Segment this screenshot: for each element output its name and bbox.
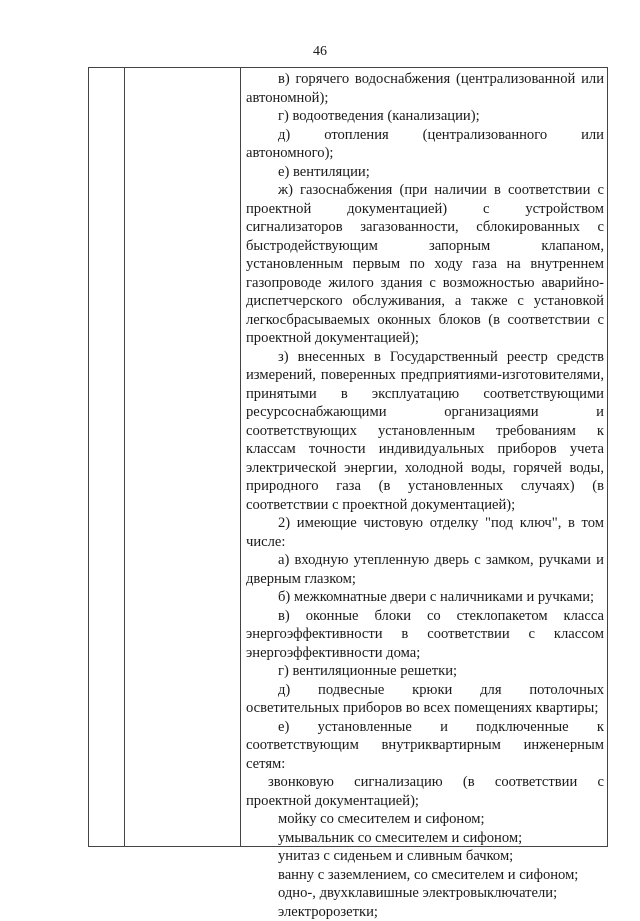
table-column-divider-2	[240, 68, 241, 846]
paragraph: звонковую сигнализацию (в соответствии с проектной документацией);	[246, 773, 604, 810]
paragraph: е) установленные и подключенные к соответствующим внутриквартирным инженерным сетям:	[246, 718, 604, 774]
paragraph: ж) газоснабжения (при наличии в соответствии с проектной документацией) с устройством сигнализаторов загазованности, сблокированных с быстродействующим запорным клапаном, установленным первым по ходу газа на внутреннем газопроводе жилого здания с возможностью аварийно-диспетчерского обслуживания, а также с установкой легкосбрасываемых оконных блоков (в соответствии с проектной документацией);	[246, 181, 604, 348]
paragraph: б) межкомнатные двери с наличниками и ручками;	[246, 588, 604, 607]
paragraph: электророзетки;	[246, 903, 604, 921]
paragraph: з) внесенных в Государственный реестр средств измерений, поверенных предприятиями-изготовителями, принятыми в эксплуатацию соответствующими ресурсоснабжающими организациями и соответствующих установленным требованиям к классам точности индивидуальных приборов учета электрической энергии, холодной воды, горячей воды, природного газа (в установленных случаях) (в соответствии с проектной документацией);	[246, 348, 604, 515]
document-table	[88, 67, 608, 847]
paragraph: в) горячего водоснабжения (централизованной или автономной);	[246, 70, 604, 107]
paragraph: д) отопления (централизованного или автономного);	[246, 126, 604, 163]
page-number: 46	[0, 44, 640, 60]
paragraph: ванну с заземлением, со смесителем и сифоном;	[246, 866, 604, 885]
table-text-cell	[246, 70, 604, 846]
paragraph: г) вентиляционные решетки;	[246, 662, 604, 681]
paragraph: одно-, двухклавишные электровыключатели;	[246, 884, 604, 903]
table-border-left	[88, 68, 89, 846]
paragraph: д) подвесные крюки для потолочных осветительных приборов во всех помещениях квартиры;	[246, 681, 604, 718]
paragraph: г) водоотведения (канализации);	[246, 107, 604, 126]
paragraph: умывальник со смесителем и сифоном;	[246, 829, 604, 848]
paragraph: е) вентиляции;	[246, 163, 604, 182]
table-column-divider-1	[124, 68, 125, 846]
paragraph: а) входную утепленную дверь с замком, ручками и дверным глазком;	[246, 551, 604, 588]
paragraph: в) оконные блоки со стеклопакетом класса энергоэффективности в соответствии с классом энергоэффективности дома;	[246, 607, 604, 663]
paragraph: 2) имеющие чистовую отделку "под ключ", в том числе:	[246, 514, 604, 551]
paragraph: унитаз с сиденьем и сливным бачком;	[246, 847, 604, 866]
paragraph: мойку со смесителем и сифоном;	[246, 810, 604, 829]
table-border-right	[607, 68, 608, 846]
